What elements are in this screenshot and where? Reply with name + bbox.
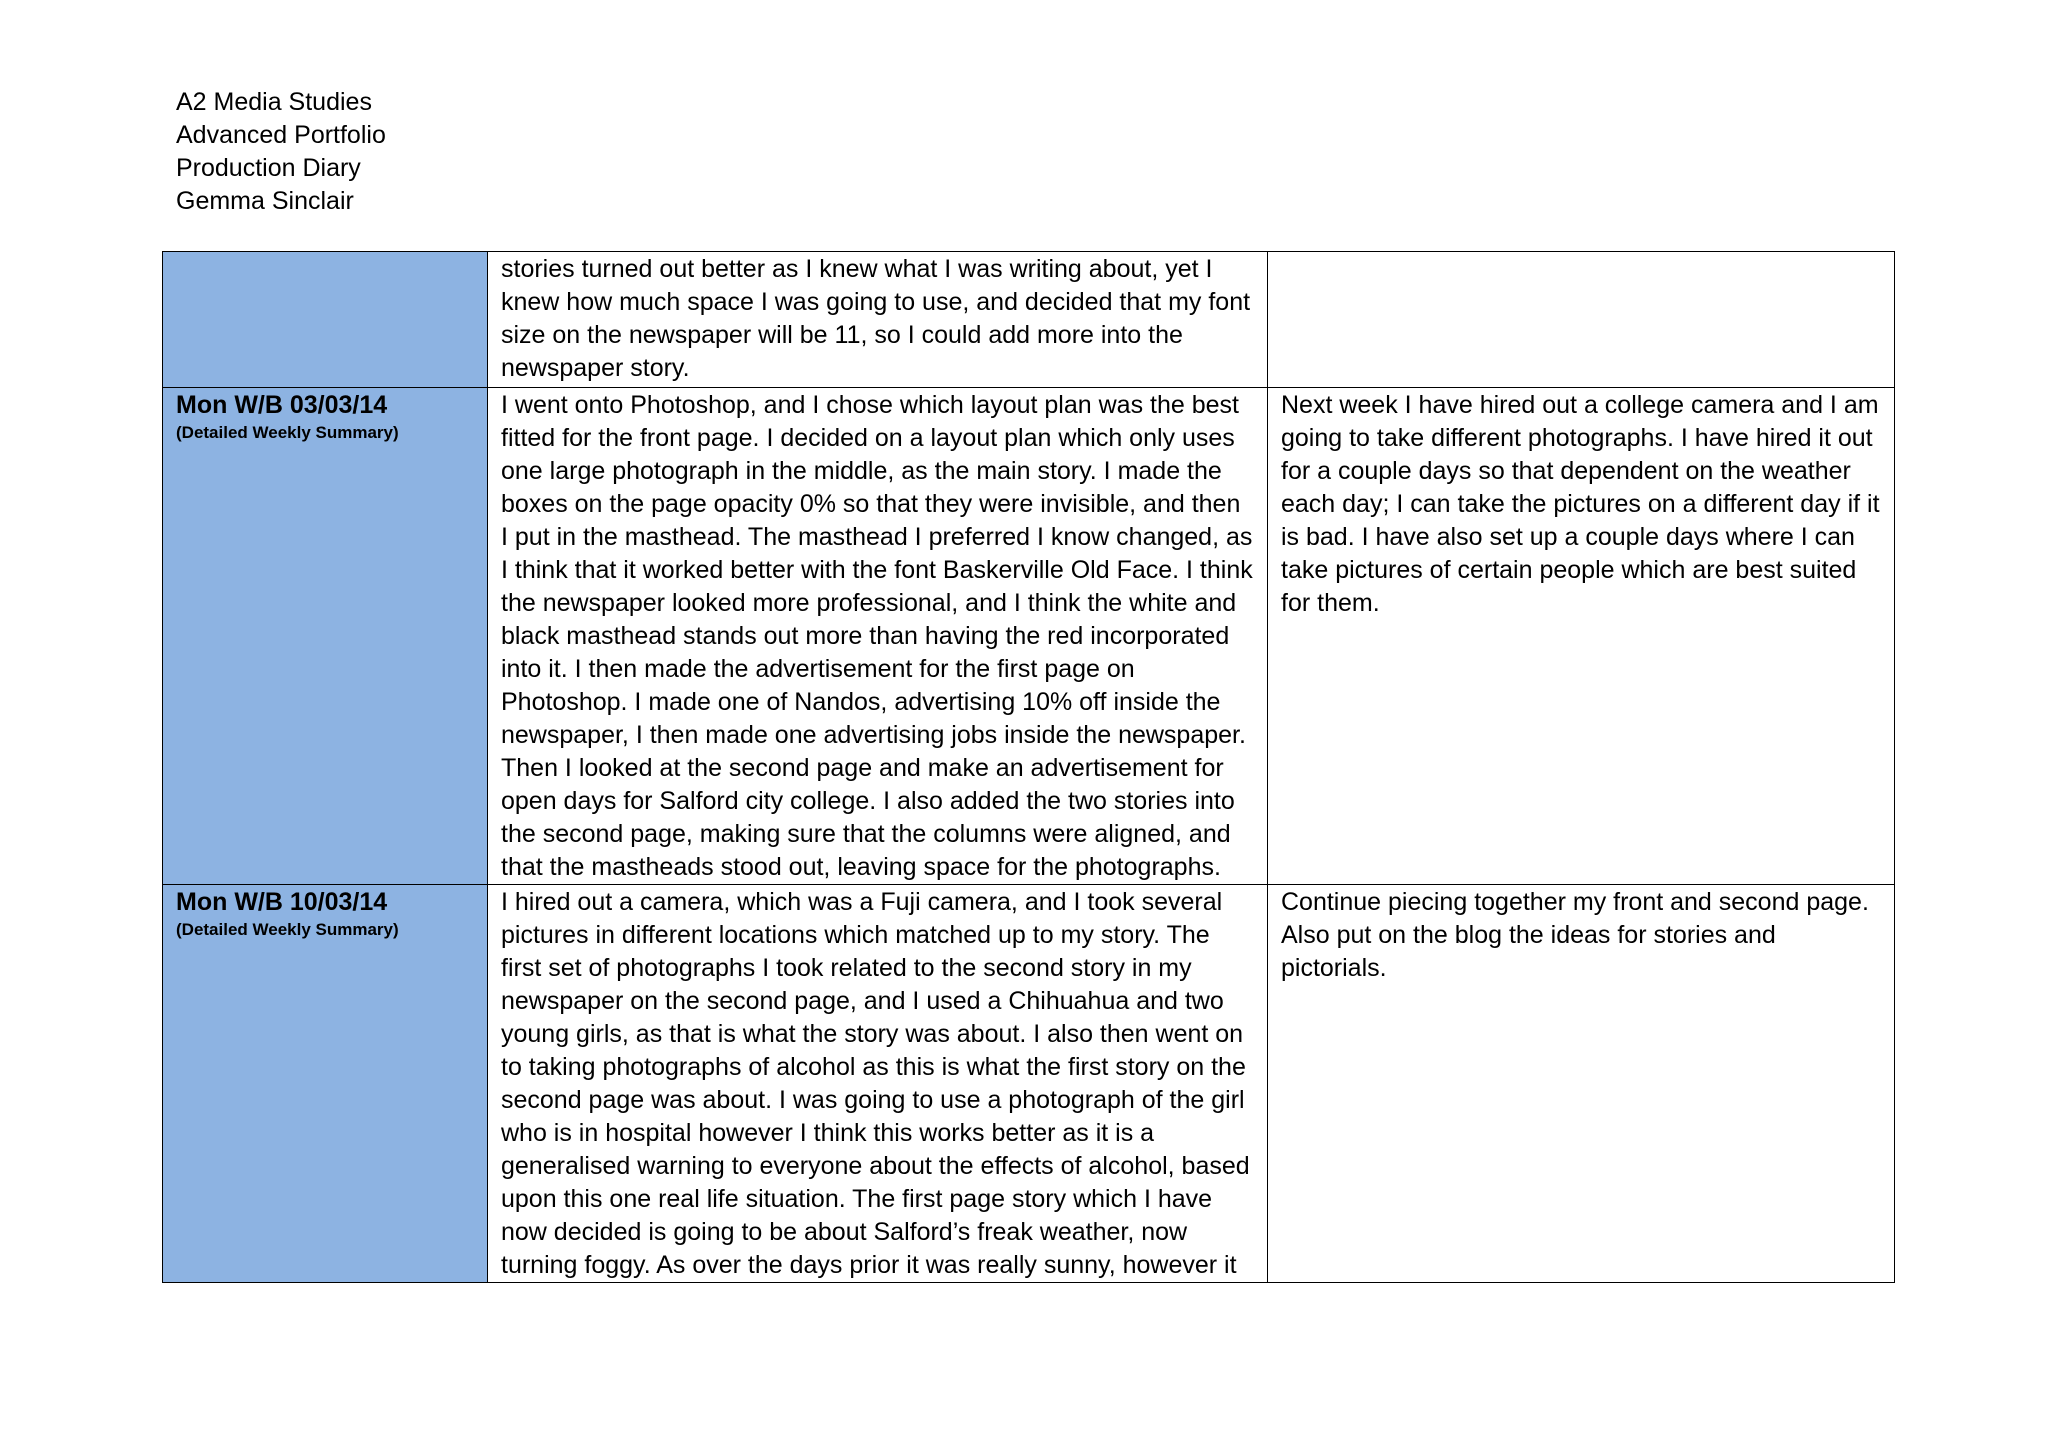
next-steps-cell bbox=[1268, 885, 1895, 1283]
production-diary-table bbox=[162, 251, 1895, 1283]
date-cell bbox=[163, 252, 488, 388]
progress-cell bbox=[488, 388, 1268, 885]
next-steps-text: Next week I have hired out a college camera and I am going to take different photographs. I have hired it out for a couple days so that dependent on the weather each day; I can take the pictures on a different day if it is bad. I have also set up a couple days where I can take pictures of certain people which are best suited for them. bbox=[1281, 391, 1880, 617]
document-header bbox=[176, 86, 386, 218]
next-steps-text: Continue piecing together my front and second page. Also put on the blog the ideas for stories and pictorials. bbox=[1281, 888, 1869, 982]
header-unit: Advanced Portfolio bbox=[176, 121, 386, 149]
table-row bbox=[163, 252, 1895, 388]
week-subtitle: (Detailed Weekly Summary) bbox=[176, 423, 399, 442]
date-cell bbox=[163, 388, 488, 885]
next-steps-cell bbox=[1268, 252, 1895, 388]
date-cell bbox=[163, 885, 488, 1283]
next-steps-cell bbox=[1268, 388, 1895, 885]
header-course: A2 Media Studies bbox=[176, 88, 372, 116]
progress-cell bbox=[488, 885, 1268, 1283]
table-row bbox=[163, 388, 1895, 885]
table-row bbox=[163, 885, 1895, 1283]
progress-text: I went onto Photoshop, and I chose which layout plan was the best fitted for the front page. I decided on a layout plan which only uses one large photograph in the middle, as the main story. I made the boxes on the page opacity 0% so that they were invisible, and then I put in the masthead. The masthead I preferred I know changed, as I think that it worked better with the font Baskerville Old Face. I think the newspaper looked more professional, and I think the white and black masthead stands out more than having the red incorporated into it. I then made the advertisement for the first page on Photoshop. I made one of Nandos, advertising 10% off inside the newspaper, I then made one advertising jobs inside the newspaper. Then I looked at the second page and make an advertisement for open days for Salford city college. I also added the two stories into the second page, making sure that the columns were aligned, and that the mastheads stood out, leaving space for the photographs. bbox=[501, 391, 1253, 881]
header-author: Gemma Sinclair bbox=[176, 187, 354, 215]
header-doc-type: Production Diary bbox=[176, 154, 361, 182]
progress-cell bbox=[488, 252, 1268, 388]
week-date: Mon W/B 10/03/14 bbox=[176, 888, 388, 916]
week-date: Mon W/B 03/03/14 bbox=[176, 391, 388, 419]
week-subtitle: (Detailed Weekly Summary) bbox=[176, 920, 399, 939]
progress-text: stories turned out better as I knew what I was writing about, yet I knew how much space I was going to use, and decided that my font size on the newspaper will be 11, so I could add more into the newspaper story. bbox=[501, 255, 1251, 382]
progress-text: I hired out a camera, which was a Fuji camera, and I took several pictures in different locations which matched up to my story. The first set of photographs I took related to the second story in my newspaper on the second page, and I used a Chihuahua and two young girls, as that is what the story was about. I also then went on to taking photographs of alcohol as this is what the first story on the second page was about. I was going to use a photograph of the girl who is in hospital however I think this works better as it is a generalised warning to everyone about the effects of alcohol, based upon this one real life situation. The first page story which I have now decided is going to be about Salford’s freak weather, now turning foggy. As over the days prior it was really sunny, however it bbox=[501, 888, 1250, 1279]
